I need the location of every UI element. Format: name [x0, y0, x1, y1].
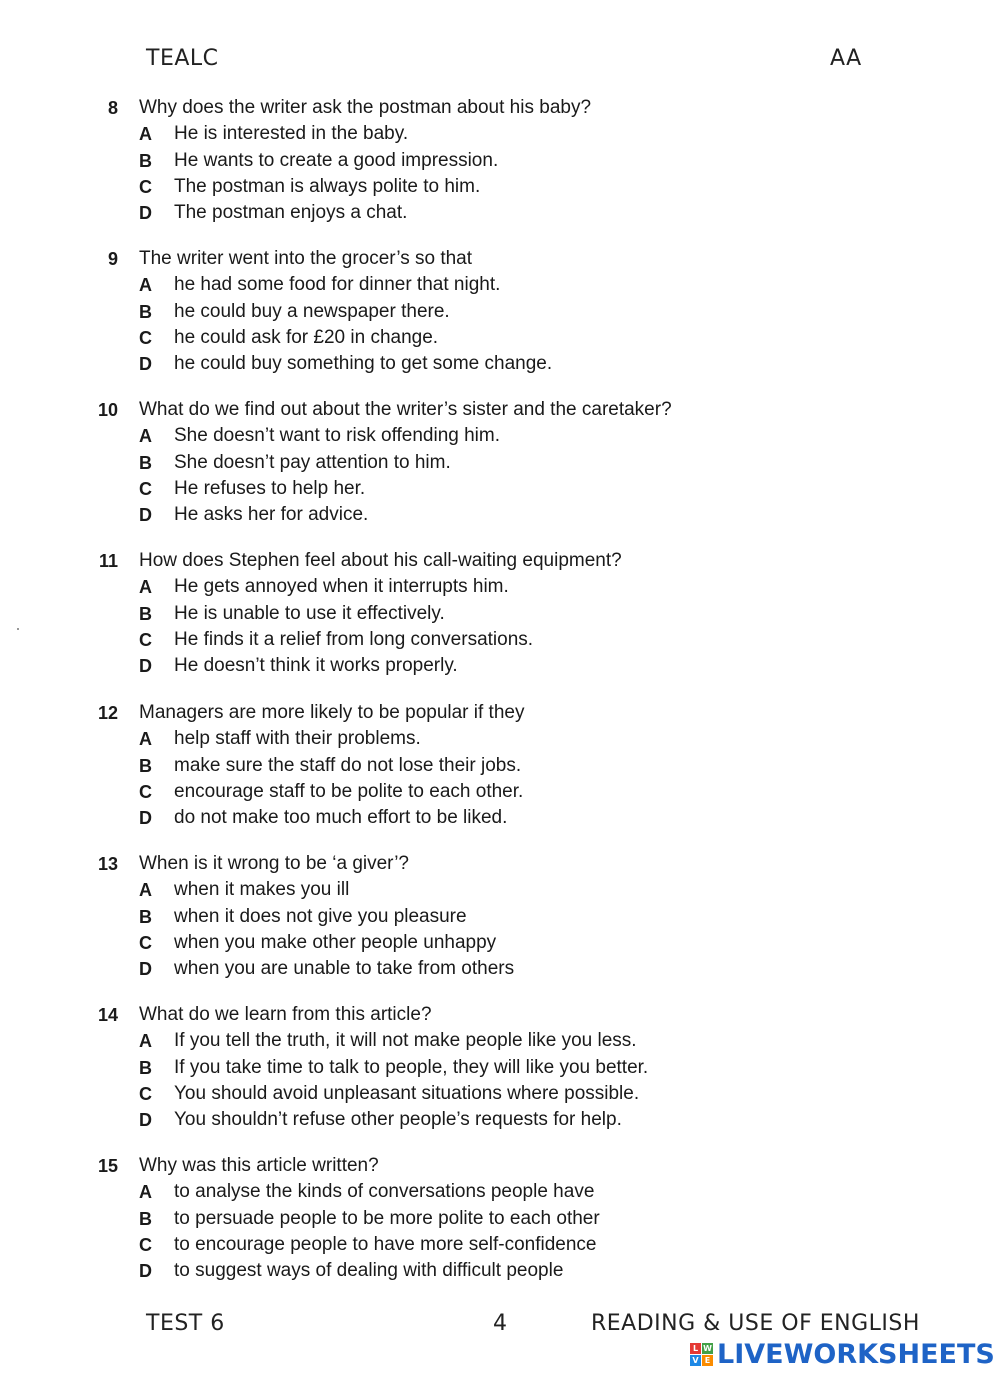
- option-letter: B: [139, 150, 152, 171]
- question-text: How does Stephen feel about his call-waiting equipment?: [139, 550, 622, 571]
- option-letter: B: [139, 906, 152, 927]
- answer-option[interactable]: [0, 1055, 1000, 1081]
- question-number: 10: [97, 400, 118, 420]
- answer-option[interactable]: [0, 272, 1000, 298]
- option-letter: B: [139, 755, 152, 776]
- question-text: Managers are more likely to be popular if they: [139, 702, 525, 723]
- question-text: When is it wrong to be ‘a giver’?: [139, 853, 409, 874]
- option-letter: B: [139, 301, 152, 322]
- option-text: He finds it a relief from long conversations.: [174, 628, 534, 650]
- answer-option[interactable]: [0, 502, 1000, 528]
- option-text: He is unable to use it effectively.: [174, 602, 445, 624]
- answer-option[interactable]: [0, 1206, 1000, 1232]
- answer-option[interactable]: [0, 1028, 1000, 1054]
- answer-option[interactable]: [0, 574, 1000, 600]
- answer-option[interactable]: [0, 423, 1000, 449]
- option-letter: C: [139, 1083, 152, 1104]
- question-text: Why was this article written?: [139, 1155, 379, 1176]
- option-letter: D: [139, 1261, 152, 1282]
- option-letter: C: [139, 176, 152, 197]
- answer-option[interactable]: [0, 726, 1000, 752]
- option-letter: D: [139, 505, 152, 526]
- answer-option[interactable]: [0, 121, 1000, 147]
- question-number: 9: [107, 249, 118, 269]
- question-number: 13: [97, 854, 118, 874]
- option-letter: B: [139, 1057, 152, 1078]
- option-text: he could buy something to get some change.: [174, 353, 553, 375]
- question-block: [0, 246, 1000, 377]
- option-text: help staff with their problems.: [174, 728, 421, 750]
- question-number: 11: [98, 551, 118, 571]
- answer-option[interactable]: [0, 148, 1000, 174]
- header-left: TEALC: [146, 46, 219, 71]
- option-letter: B: [139, 452, 152, 473]
- option-letter: C: [139, 781, 152, 802]
- footer-page-number: 4: [493, 1311, 508, 1336]
- question-block: [0, 548, 1000, 679]
- option-text: to persuade people to be more polite to each other: [174, 1207, 600, 1229]
- option-letter: C: [139, 932, 152, 953]
- option-text: encourage staff to be polite to each other.: [174, 780, 524, 802]
- option-text: The postman is always polite to him.: [174, 175, 481, 197]
- option-text: he could buy a newspaper there.: [174, 300, 450, 322]
- answer-option[interactable]: [0, 904, 1000, 930]
- answer-option[interactable]: [0, 779, 1000, 805]
- answer-option[interactable]: [0, 930, 1000, 956]
- question-text: The writer went into the grocer’s so that: [139, 248, 473, 269]
- option-text: when it does not give you pleasure: [174, 905, 467, 927]
- question-text: Why does the writer ask the postman about his baby?: [139, 97, 592, 118]
- option-letter: A: [139, 1182, 152, 1203]
- answer-option[interactable]: [0, 174, 1000, 200]
- answer-option[interactable]: [0, 325, 1000, 351]
- answer-option[interactable]: [0, 956, 1000, 982]
- option-text: He is interested in the baby.: [174, 123, 409, 145]
- option-letter: A: [139, 880, 152, 901]
- answer-option[interactable]: [0, 653, 1000, 679]
- option-letter: A: [139, 577, 152, 598]
- answer-option[interactable]: [0, 351, 1000, 377]
- header-right: AA: [830, 46, 862, 71]
- answer-option[interactable]: [0, 1107, 1000, 1133]
- question-number: 12: [97, 703, 118, 723]
- answer-option[interactable]: [0, 450, 1000, 476]
- question-number: 14: [97, 1005, 118, 1025]
- option-text: He gets annoyed when it interrupts him.: [174, 576, 509, 598]
- question-block: [0, 700, 1000, 831]
- option-text: He refuses to help her.: [174, 477, 366, 499]
- question-block: [0, 1153, 1000, 1284]
- question-number: 8: [107, 98, 118, 118]
- option-letter: A: [139, 729, 152, 750]
- option-letter: B: [139, 1208, 152, 1229]
- option-text: If you take time to talk to people, they will like you better.: [174, 1056, 649, 1078]
- option-text: You shouldn’t refuse other people’s requests for help.: [174, 1109, 622, 1131]
- option-text: when you make other people unhappy: [174, 931, 497, 953]
- option-text: The postman enjoys a chat.: [174, 202, 408, 224]
- question-block: [0, 851, 1000, 982]
- option-letter: D: [139, 203, 152, 224]
- answer-option[interactable]: [0, 1258, 1000, 1284]
- option-text: to encourage people to have more self-confidence: [174, 1233, 597, 1255]
- option-letter: A: [139, 275, 152, 296]
- answer-option[interactable]: [0, 299, 1000, 325]
- option-letter: D: [139, 808, 152, 829]
- question-block: [0, 1002, 1000, 1133]
- liveworksheets-logo-icon: L W V E: [690, 1343, 713, 1366]
- answer-option[interactable]: [0, 1081, 1000, 1107]
- option-letter: D: [139, 1110, 152, 1131]
- footer-test: TEST 6: [146, 1311, 225, 1336]
- answer-option[interactable]: [0, 627, 1000, 653]
- option-letter: D: [139, 354, 152, 375]
- question-block: [0, 397, 1000, 528]
- option-text: when you are unable to take from others: [174, 958, 515, 980]
- brand-text: LIVEWORKSHEETS: [717, 1338, 995, 1370]
- stray-mark: [17, 628, 19, 630]
- option-text: If you tell the truth, it will not make people like you less.: [174, 1030, 637, 1052]
- answer-option[interactable]: [0, 753, 1000, 779]
- question-text: What do we find out about the writer’s sister and the caretaker?: [139, 399, 672, 420]
- option-text: when it makes you ill: [174, 879, 350, 901]
- option-letter: C: [139, 327, 152, 348]
- option-text: make sure the staff do not lose their jobs.: [174, 754, 522, 776]
- answer-option[interactable]: [0, 200, 1000, 226]
- answer-option[interactable]: [0, 1179, 1000, 1205]
- option-text: to analyse the kinds of conversations people have: [174, 1181, 595, 1203]
- answer-option[interactable]: [0, 877, 1000, 903]
- option-text: You should avoid unpleasant situations where possible.: [174, 1082, 640, 1104]
- answer-option[interactable]: [0, 805, 1000, 831]
- question-number: 15: [97, 1156, 118, 1176]
- liveworksheets-brand[interactable]: [690, 1338, 995, 1370]
- option-text: She doesn’t want to risk offending him.: [174, 425, 501, 447]
- option-text: He doesn’t think it works properly.: [174, 655, 458, 677]
- option-letter: A: [139, 1031, 152, 1052]
- option-text: he had some food for dinner that night.: [174, 274, 501, 296]
- answer-option[interactable]: [0, 601, 1000, 627]
- question-text: What do we learn from this article?: [139, 1004, 432, 1025]
- option-text: he could ask for £20 in change.: [174, 326, 439, 348]
- answer-option[interactable]: [0, 1232, 1000, 1258]
- footer-section: READING & USE OF ENGLISH: [591, 1311, 920, 1336]
- option-letter: C: [139, 1234, 152, 1255]
- option-letter: B: [139, 603, 152, 624]
- option-text: He asks her for advice.: [174, 504, 369, 526]
- option-letter: A: [139, 426, 152, 447]
- answer-option[interactable]: [0, 476, 1000, 502]
- option-letter: D: [139, 959, 152, 980]
- option-letter: D: [139, 656, 152, 677]
- option-letter: C: [139, 478, 152, 499]
- question-block: [0, 95, 1000, 226]
- option-letter: A: [139, 124, 152, 145]
- option-text: to suggest ways of dealing with difficult people: [174, 1260, 564, 1282]
- option-text: She doesn’t pay attention to him.: [174, 451, 451, 473]
- option-text: He wants to create a good impression.: [174, 149, 499, 171]
- option-text: do not make too much effort to be liked.: [174, 807, 508, 829]
- option-letter: C: [139, 629, 152, 650]
